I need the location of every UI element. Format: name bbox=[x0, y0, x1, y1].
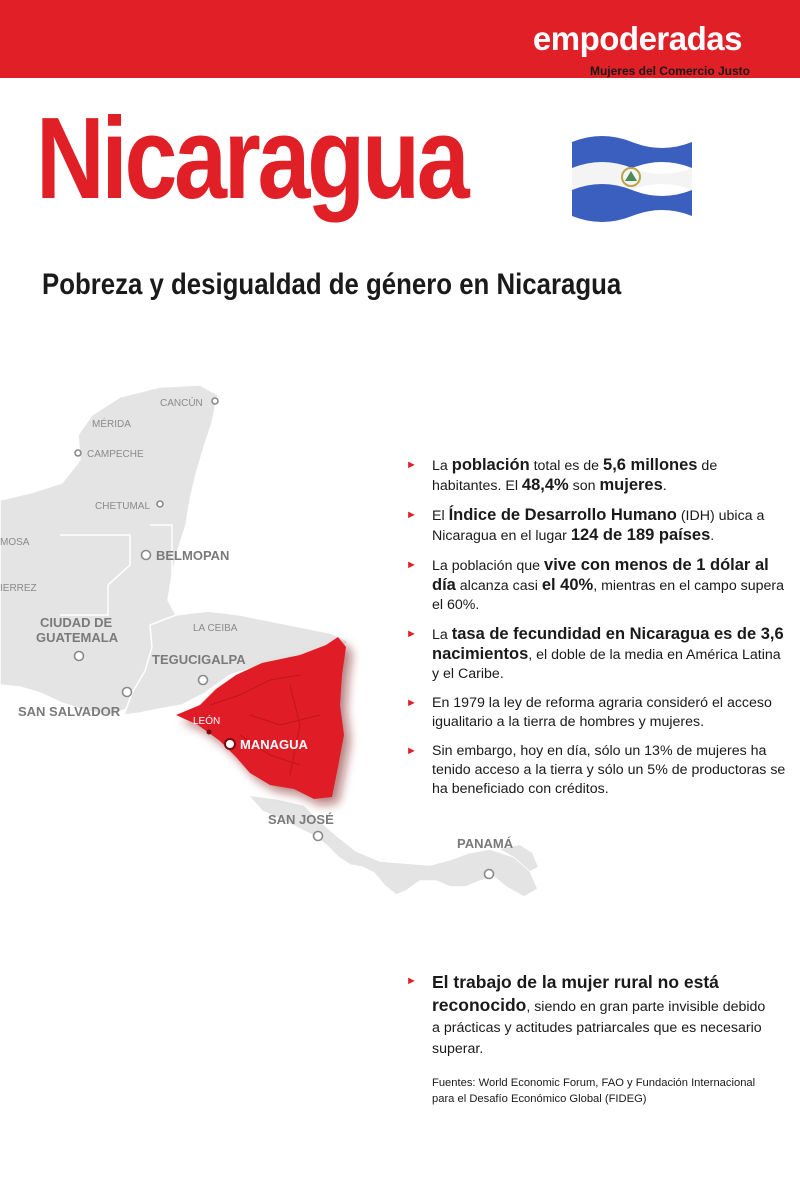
subtitle: Pobreza y desigualdad de género en Nicaragua bbox=[42, 268, 622, 301]
bullet-arrow-icon: ► bbox=[406, 628, 417, 640]
map-label-ciudad-guatemala-1: CIUDAD DE bbox=[40, 615, 113, 630]
map-label-ierrez: IERREZ bbox=[0, 583, 37, 594]
fact-item-agrarian-reform: ► En 1979 la ley de reforma agraria consideró el acceso igualitario a la tierra de hombres y mujeres. bbox=[406, 695, 772, 730]
brand-subtitle: Mujeres del Comercio Justo bbox=[589, 64, 750, 78]
map-label-cancun: CANCÚN bbox=[160, 398, 203, 409]
fact-item-idh: ► El Índice de Desarrollo Humano (IDH) ubica a Nicaragua en el lugar 124 de 189 países. bbox=[406, 506, 765, 544]
page-title: Nicaragua bbox=[36, 93, 467, 223]
map-label-tegucigalpa: TEGUCIGALPA bbox=[152, 652, 246, 667]
map-label-panama: PANAMÁ bbox=[457, 836, 514, 851]
fact-item-land-access: ► Sin embargo, hoy en día, sólo un 13% de mujeres ha tenido acceso a la tierra y sólo un 5% de productoras se ha beneficiado con créditos. bbox=[406, 743, 786, 797]
fact-item-population: ► La población total es de 5,6 millones de habitantes. El 48,4% son mujeres. bbox=[406, 456, 718, 494]
map-label-belmopan: BELMOPAN bbox=[156, 548, 230, 563]
fact-item-poverty: ► La población que vive con menos de 1 dólar al día alcanza casi el 40%, mientras en el campo supera el 60%. bbox=[406, 556, 785, 613]
map-label-mosa: MOSA bbox=[0, 537, 30, 548]
map-label-managua: MANAGUA bbox=[240, 737, 308, 752]
bullet-arrow-icon: ► bbox=[406, 697, 417, 709]
map-label-chetumal: CHETUMAL bbox=[95, 501, 151, 512]
brand-name: empoderadas bbox=[532, 20, 742, 57]
bullet-arrow-icon: ► bbox=[406, 559, 417, 571]
map-label-leon: LEÓN bbox=[193, 716, 221, 727]
bullet-arrow-icon: ► bbox=[406, 745, 417, 757]
map-label-san-salvador: SAN SALVADOR bbox=[18, 704, 121, 719]
facts-list bbox=[406, 456, 786, 809]
sources-note: Fuentes: World Economic Forum, FAO y Fundación Internacional para el Desafío Económico Global (FIDEG) bbox=[432, 1077, 756, 1105]
rural-women-note bbox=[406, 972, 776, 1070]
map-label-campeche: CAMPECHE bbox=[87, 449, 144, 460]
nicaragua-flag-icon bbox=[570, 128, 694, 224]
map-label-la-ceiba: LA CEIBA bbox=[193, 623, 238, 634]
fact-item-rural-work: ► El trabajo de la mujer rural no está reconocido, siendo en gran parte invisible debido a prácticas y actitudes patriarcales que es necesario superar. bbox=[406, 972, 766, 1057]
bullet-arrow-icon: ► bbox=[406, 509, 417, 521]
map-label-ciudad-guatemala-2: GUATEMALA bbox=[36, 630, 119, 645]
bullet-arrow-icon: ► bbox=[406, 975, 417, 987]
fact-item-fertility: ► La tasa de fecundidad en Nicaragua es de 3,6 nacimientos, el doble de la media en América Latina y el Caribe. bbox=[406, 625, 784, 682]
bullet-arrow-icon: ► bbox=[406, 459, 417, 471]
map-label-san-jose: SAN JOSÉ bbox=[268, 812, 334, 827]
map-label-merida: MÉRIDA bbox=[92, 419, 131, 430]
